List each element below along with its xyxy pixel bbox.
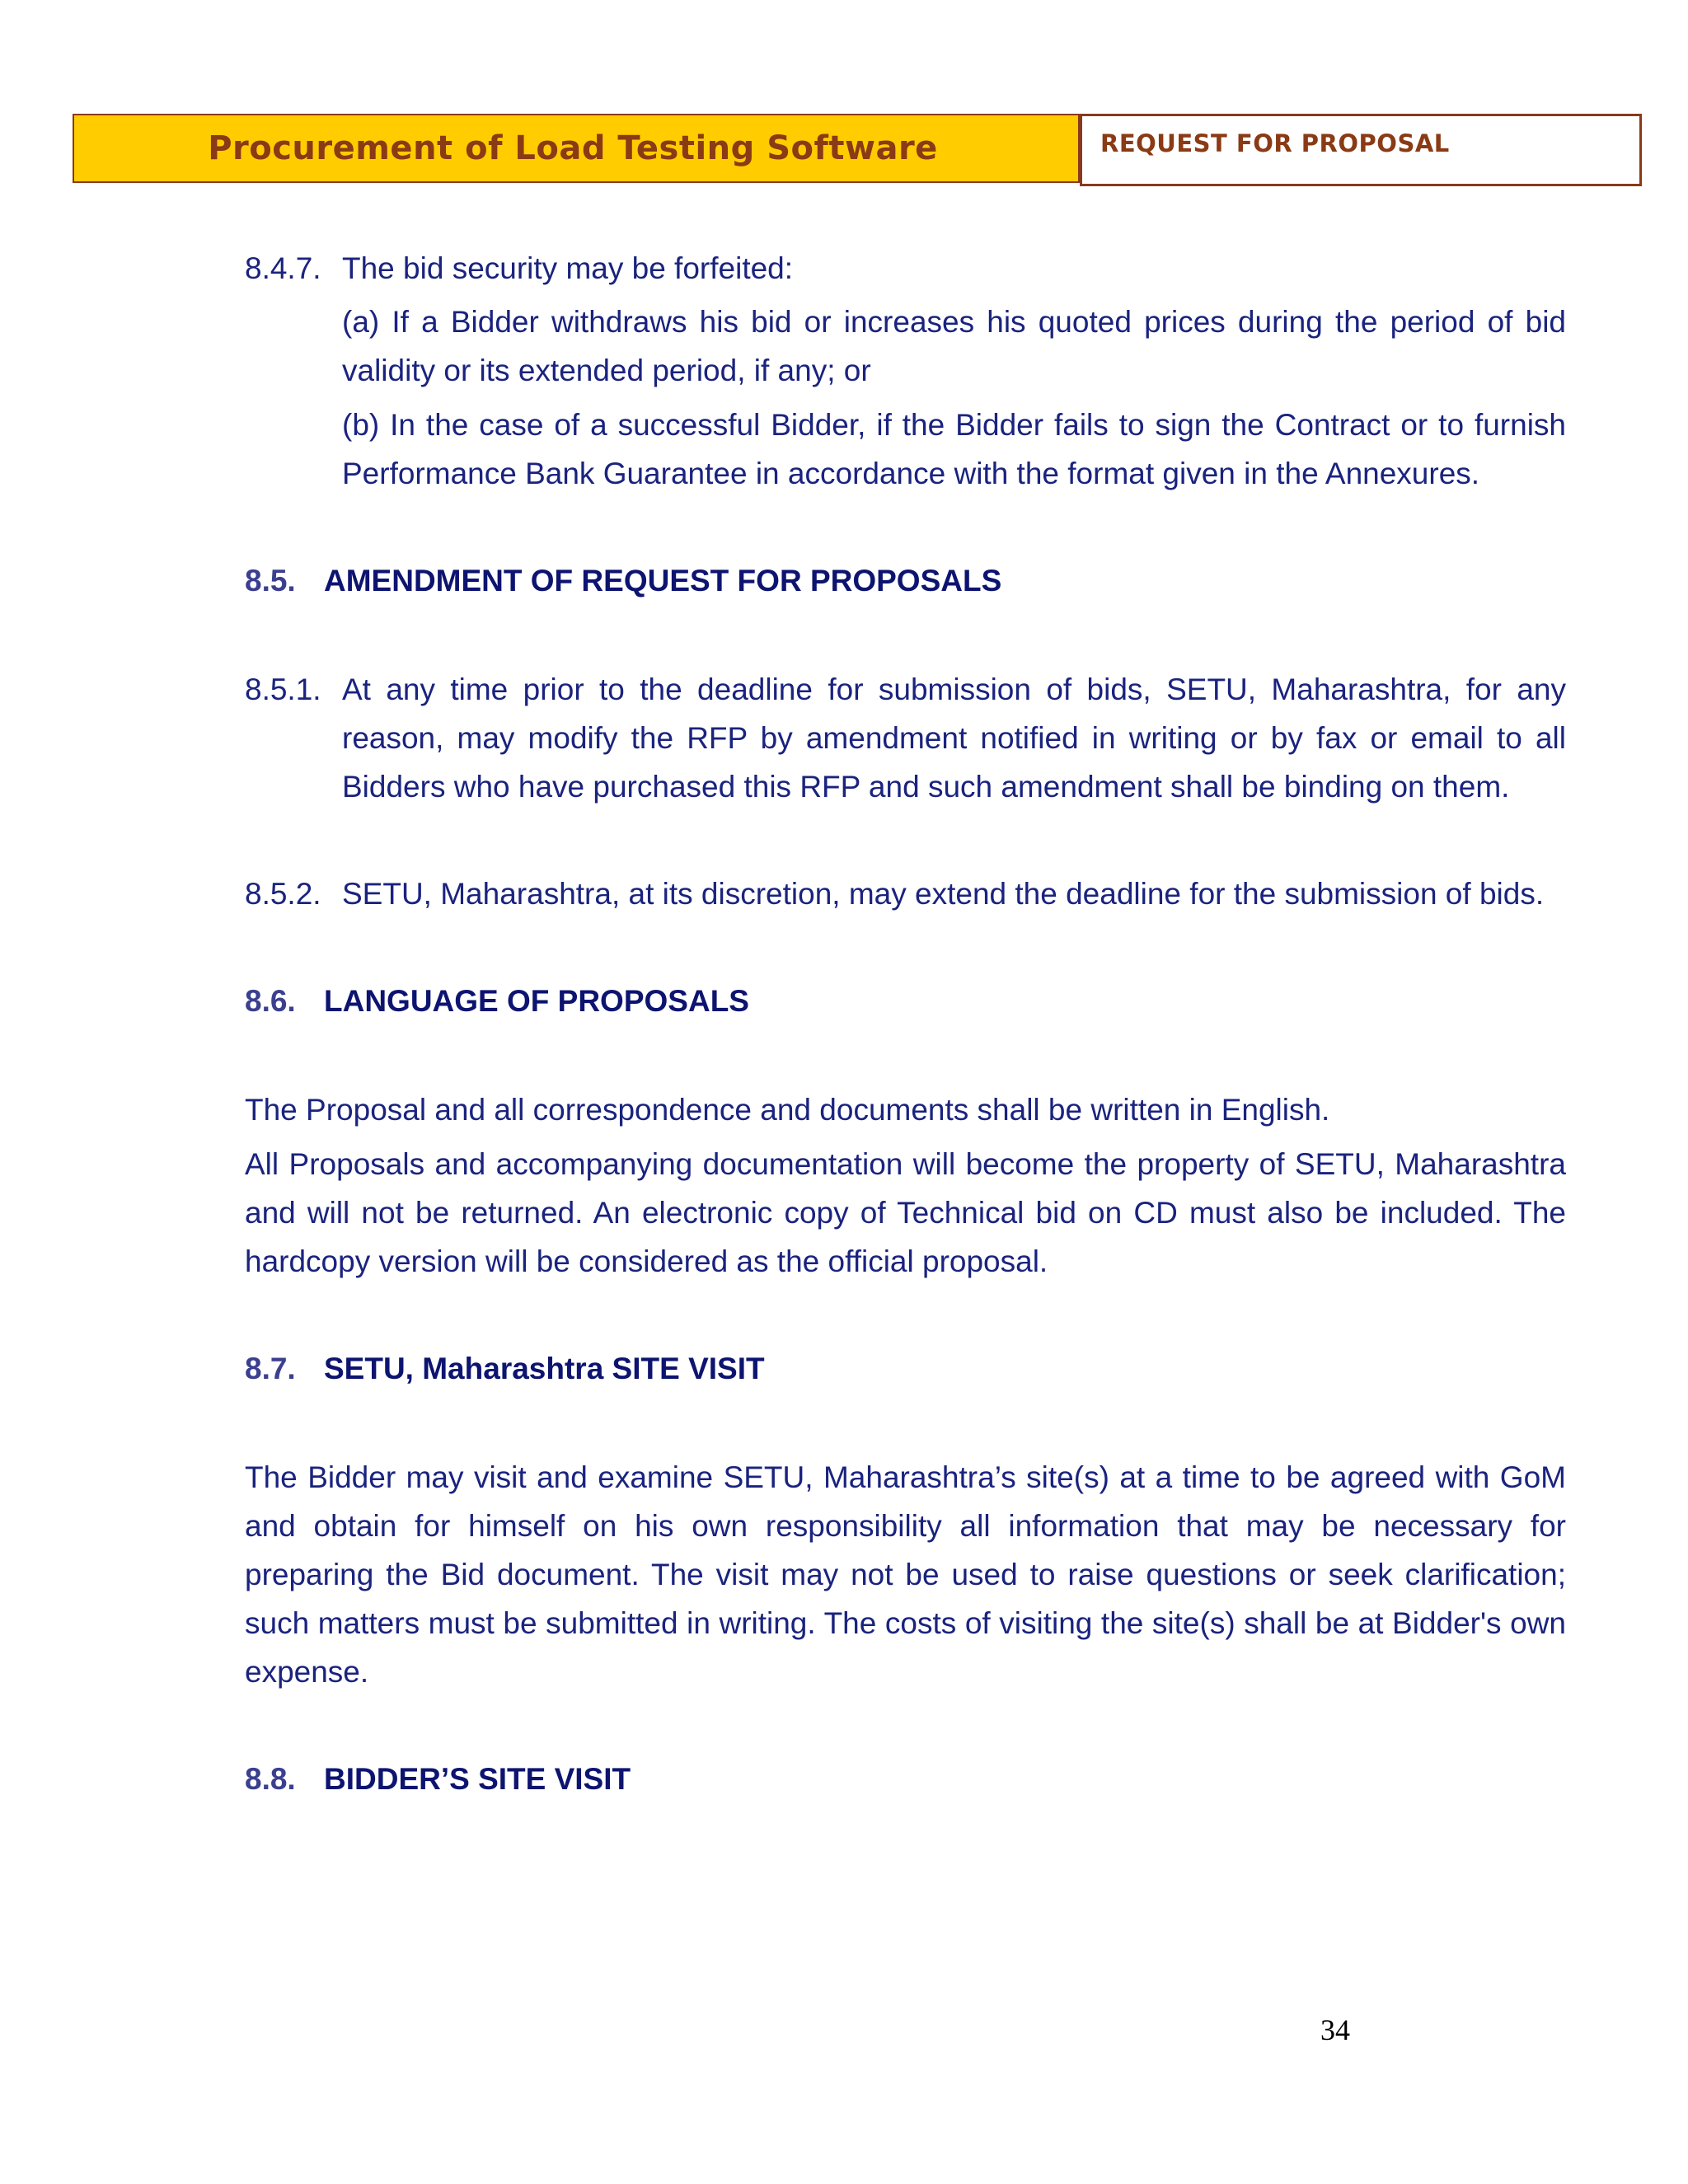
clause-number: 8.5.2. — [245, 877, 321, 911]
header-title: Procurement of Load Testing Software — [208, 129, 938, 167]
section-title: LANGUAGE OF PROPOSALS — [324, 984, 749, 1018]
section-title: SETU, Maharashtra SITE VISIT — [324, 1352, 765, 1385]
section-heading-8-8 — [245, 1755, 1566, 1803]
clause-number: 8.4.7. — [245, 251, 321, 285]
page-content — [245, 244, 1566, 1803]
section-number: 8.5. — [245, 564, 296, 598]
clause-text: The bid security may be forfeited: — [342, 251, 794, 285]
clause-8-5-2 — [245, 869, 1566, 918]
clause-text: At any time prior to the deadline for submission of bids, SETU, Maharashtra, for any reason, may modify the RFP by amendment notified in writing or by fax or email to all Bidders who have purchased this RFP and such amendment shall be binding on them. — [342, 673, 1566, 804]
section-title: BIDDER’S SITE VISIT — [324, 1762, 631, 1796]
clause-8-5-1 — [245, 665, 1566, 811]
section-heading-8-7 — [245, 1344, 1566, 1393]
clause-8-4-7-b: (b) In the case of a successful Bidder, if the Bidder fails to sign the Contract or to furnish Performance Bank Guarantee in accordance with the format given in the Annexures. — [342, 408, 1566, 490]
section-number: 8.6. — [245, 984, 296, 1018]
paragraph-language: The Proposal and all correspondence and documents shall be written in English. — [245, 1093, 1330, 1127]
paragraph-property: All Proposals and accompanying documentation will become the property of SETU, Maharashtra and will not be returned. An electronic copy of Technical bid on CD must also be included. The hardcopy version will be considered as the official proposal. — [245, 1147, 1566, 1278]
section-number: 8.8. — [245, 1762, 296, 1796]
section-number: 8.7. — [245, 1352, 296, 1385]
clause-8-4-7 — [245, 244, 1566, 293]
header-doc-type: REQUEST FOR PROPOSAL — [1100, 129, 1450, 157]
section-heading-8-6 — [245, 977, 1566, 1025]
header-title-box — [73, 114, 1080, 183]
header-doctype-box — [1080, 114, 1642, 186]
section-title: AMENDMENT OF REQUEST FOR PROPOSALS — [324, 564, 1002, 598]
section-heading-8-5 — [245, 556, 1566, 605]
paragraph-site-visit: The Bidder may visit and examine SETU, Maharashtra’s site(s) at a time to be agreed with GoM and obtain for himself on his own responsibility all information that may be necessary for preparing the Bid document. The visit may not be used to raise questions or seek clarification; such matters must be submitted in writing. The costs of visiting the site(s) shall be at Bidder's own expense. — [245, 1460, 1566, 1689]
page-number: 34 — [1320, 2013, 1350, 2046]
clause-8-4-7-a: (a) If a Bidder withdraws his bid or increases his quoted prices during the period of bid validity or its extended period, if any; or — [342, 305, 1566, 387]
clause-text: SETU, Maharashtra, at its discretion, may extend the deadline for the submission of bids. — [342, 877, 1545, 911]
clause-number: 8.5.1. — [245, 673, 321, 706]
page-header — [73, 114, 1642, 186]
